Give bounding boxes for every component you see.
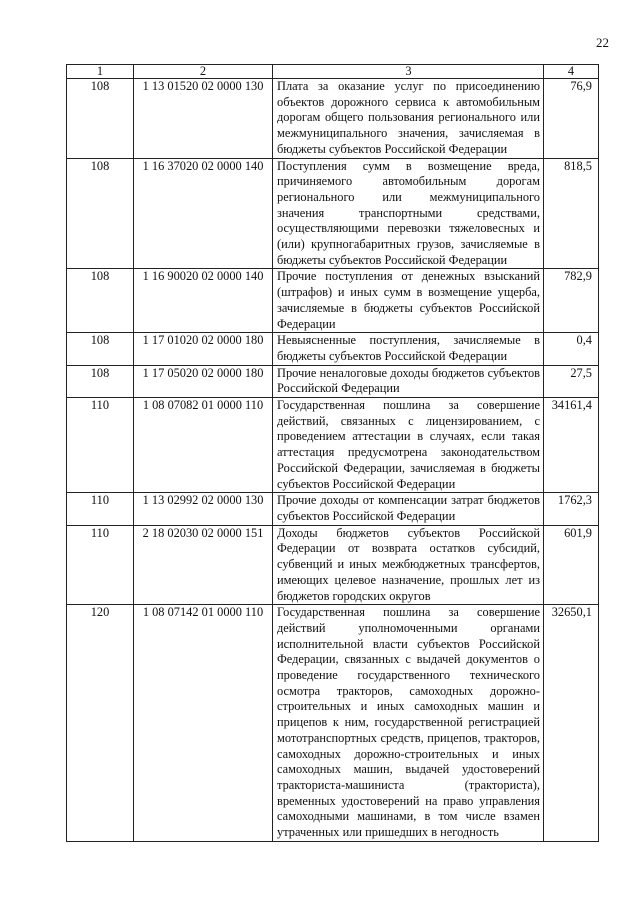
table-header-row [67,65,599,79]
table-row [67,333,599,365]
code-cell: 108 [67,333,134,365]
amount-cell: 782,9 [544,269,599,333]
revenue-table [66,64,599,842]
table-row [67,158,599,269]
name-cell: Прочие поступления от денежных взысканий (штрафов) и иных сумм в возмещение ущерба, зачисляемые в бюджеты субъектов Российской Федерации [273,269,544,333]
amount-cell: 76,9 [544,79,599,159]
page-number: 22 [596,35,609,50]
header-col-2: 2 [134,65,273,79]
code-cell: 108 [67,79,134,159]
kbk-cell: 1 08 07082 01 0000 110 [134,398,273,493]
amount-cell: 1762,3 [544,493,599,525]
header-col-1: 1 [67,65,134,79]
amount-cell: 32650,1 [544,605,599,842]
amount-cell: 34161,4 [544,398,599,493]
code-cell: 108 [67,365,134,397]
code-cell: 110 [67,398,134,493]
kbk-cell: 2 18 02030 02 0000 151 [134,525,273,605]
code-cell: 110 [67,525,134,605]
amount-cell: 818,5 [544,158,599,269]
table-row [67,365,599,397]
table-row [67,79,599,159]
table-row [67,525,599,605]
kbk-cell: 1 16 90020 02 0000 140 [134,269,273,333]
header-col-3: 3 [273,65,544,79]
kbk-cell: 1 13 02992 02 0000 130 [134,493,273,525]
table-body [67,79,599,842]
name-cell: Поступления сумм в возмещение вреда, причиняемого автомобильным дорогам регионального или межмуниципального значения транспортными средствами, осуществляющими перевозки тяжеловесных и (или) крупногабаритных грузов, зачисляемые в бюджеты субъектов Российской Федерации [273,158,544,269]
name-cell: Государственная пошлина за совершение действий уполномоченными органами исполнительной власти субъектов Российской Федерации, связанных с выдачей документов о проведение государственного технического осмотра тракторов, самоходных дорожно-строительных и иных самоходных машин и прицепов к ним, государственной регистрацией мототранспортных средств, прицепов, тракторов, самоходных дорожно-строительных и иных самоходных машин, выдачей удостоверений тракториста-машиниста (тракториста), временных удостоверений на право управления самоходными машинами, в том числе взамен утраченных или пришедших в негодность [273,605,544,842]
code-cell: 110 [67,493,134,525]
name-cell: Доходы бюджетов субъектов Российской Федерации от возврата остатков субсидий, субвенций и иных межбюджетных трансфертов, имеющих целевое назначение, прошлых лет из бюджетов городских округов [273,525,544,605]
kbk-cell: 1 13 01520 02 0000 130 [134,79,273,159]
kbk-cell: 1 08 07142 01 0000 110 [134,605,273,842]
header-col-4: 4 [544,65,599,79]
amount-cell: 27,5 [544,365,599,397]
code-cell: 108 [67,158,134,269]
kbk-cell: 1 16 37020 02 0000 140 [134,158,273,269]
name-cell: Прочие доходы от компенсации затрат бюджетов субъектов Российской Федерации [273,493,544,525]
code-cell: 108 [67,269,134,333]
table-row [67,493,599,525]
name-cell: Государственная пошлина за совершение действий, связанных с лицензированием, с проведением аттестации в случаях, если такая аттестация предусмотрена законодательством Российской Федерации, зачисляемая в бюджеты субъектов Российской Федерации [273,398,544,493]
kbk-cell: 1 17 01020 02 0000 180 [134,333,273,365]
name-cell: Невыясненные поступления, зачисляемые в бюджеты субъектов Российской Федерации [273,333,544,365]
name-cell: Плата за оказание услуг по присоединению объектов дорожного сервиса к автомобильным дорогам общего пользования регионального или межмуниципального значения, зачисляемая в бюджеты субъектов Российской Федерации [273,79,544,159]
kbk-cell: 1 17 05020 02 0000 180 [134,365,273,397]
table-row [67,269,599,333]
amount-cell: 601,9 [544,525,599,605]
name-cell: Прочие неналоговые доходы бюджетов субъектов Российской Федерации [273,365,544,397]
code-cell: 120 [67,605,134,842]
table-row [67,398,599,493]
table-row [67,605,599,842]
amount-cell: 0,4 [544,333,599,365]
